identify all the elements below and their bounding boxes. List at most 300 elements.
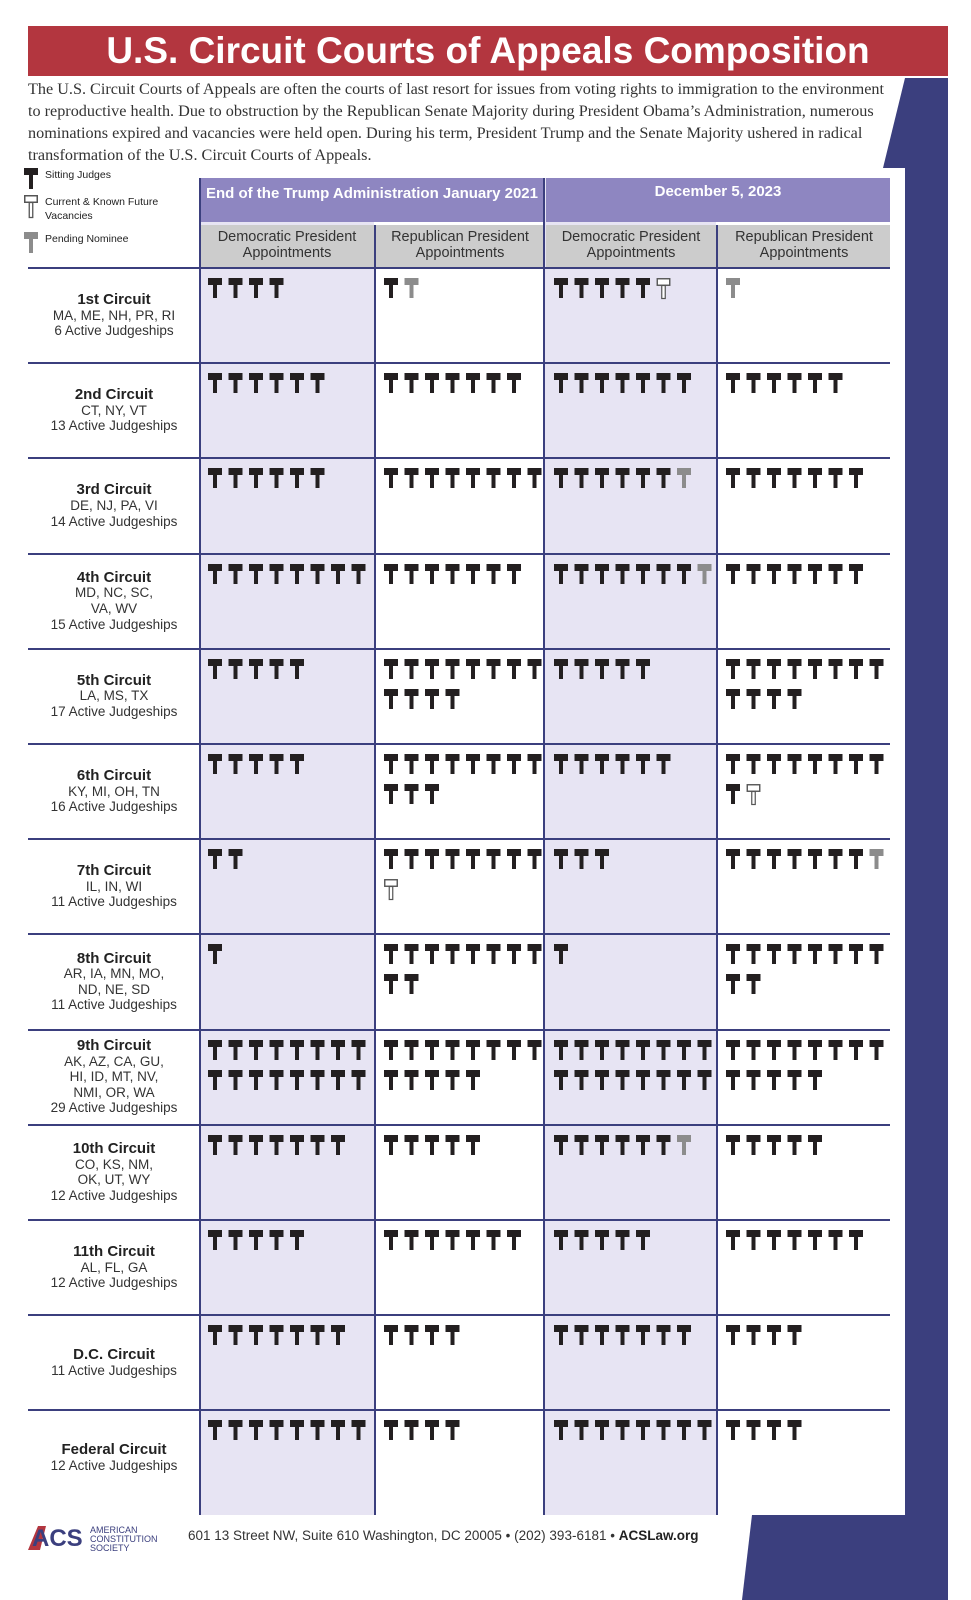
gavel-sitting-icon [575,468,589,488]
gavel-sitting-icon [270,1135,284,1155]
gavel-sitting-icon [808,1040,822,1060]
gavel-sitting-icon [384,784,398,804]
gavel-sitting-icon [311,1070,325,1090]
gavel-pending-icon [870,849,884,869]
gavel-sitting-icon [446,468,460,488]
gavel-sitting-icon [425,1135,439,1155]
gavel-sitting-icon [270,1230,284,1250]
gavel-sitting-icon [554,849,568,869]
gavel-sitting-icon [870,1040,884,1060]
gavel-sitting-icon [384,754,398,774]
gavel-sitting-icon [636,564,650,584]
gavel-sitting-icon [270,659,284,679]
gavel-sitting-icon [595,1325,609,1345]
gavel-sitting-icon [446,754,460,774]
legend-sitting-label: Sitting Judges [45,169,111,181]
gavel-sitting-icon [331,564,345,584]
row-divider [28,743,890,745]
gavel-sitting-icon [747,974,761,994]
gavel-sitting-icon [352,1420,366,1440]
gavel-sitting-icon [466,1230,480,1250]
circuit-name: 3rd Circuit [76,481,152,499]
gavel-sitting-icon [425,689,439,709]
gavel-sitting-icon [384,468,398,488]
gavel-sitting-icon [747,689,761,709]
org-name: AMERICAN CONSTITUTION SOCIETY [90,1525,158,1553]
gavel-sitting-icon [208,1230,222,1250]
circuit-name: 10th Circuit [72,1140,156,1157]
gavel-sitting-icon [528,754,542,774]
gavel-sitting-icon [657,1420,671,1440]
circuit-label [28,387,200,434]
gavel-sitting-icon [747,468,761,488]
gavel-sitting-icon [829,468,843,488]
gavel-sitting-icon [726,659,740,679]
gavel-sitting-icon [425,659,439,679]
judge-cell [548,847,714,931]
gavel-sitting-icon [808,1070,822,1090]
gavel-sitting-icon [249,754,263,774]
gavel-sitting-icon [554,1420,568,1440]
gavel-sitting-icon [595,1230,609,1250]
gavel-sitting-icon [788,373,802,393]
gavel-sitting-icon [425,784,439,804]
footer-website-link[interactable]: ACSLaw.org [618,1528,699,1543]
gavel-sitting-icon [331,1135,345,1155]
footer-address: 601 13 Street NW, Suite 610 Washington, DC 20005 • (202) 393-6181 • [188,1528,619,1543]
gavel-sitting-icon [849,944,863,964]
gavel-sitting-icon [657,1040,671,1060]
circuit-detail-line: OK, UT, WY [77,1172,151,1188]
gavel-sitting-icon [788,468,802,488]
gavel-sitting-icon [808,754,822,774]
gavel-sitting-icon [311,468,325,488]
gavel-sitting-icon [788,849,802,869]
gavel-sitting-icon [726,849,740,869]
row-divider [28,553,890,555]
gavel-sitting-icon [270,1420,284,1440]
gavel-sitting-icon [616,1420,630,1440]
gavel-sitting-icon [208,659,222,679]
gavel-sitting-icon [595,278,609,298]
gavel-sitting-icon [677,373,691,393]
gavel-sitting-icon [657,468,671,488]
judge-cell [378,1323,542,1407]
gavel-sitting-icon [446,1070,460,1090]
gavel-sitting-icon [747,1070,761,1090]
gavel-sitting-icon [487,659,501,679]
circuit-detail-line: CO, KS, NM, [74,1156,153,1172]
gavel-sitting-icon [616,278,630,298]
row-divider [28,1409,890,1411]
gavel-sitting-icon [384,373,398,393]
gavel-sitting-icon [726,974,740,994]
circuit-name: 5th Circuit [76,671,152,689]
circuit-name: 6th Circuit [76,767,152,784]
judge-cell [378,466,542,550]
divider-v4 [716,225,718,1515]
gavel-sitting-icon [528,1040,542,1060]
circuit-detail-line: VA, WV [90,600,138,616]
row-divider [28,267,890,269]
gavel-sitting-icon [208,1040,222,1060]
gavel-sitting-icon [829,1230,843,1250]
circuit-detail-line: 11 Active Judgeships [51,1362,177,1378]
judge-cell [378,1038,542,1122]
gavel-sitting-icon [229,1040,243,1060]
gavel-sitting-icon [747,564,761,584]
gavel-sitting-icon [384,564,398,584]
gavel-sitting-icon [554,1135,568,1155]
gavel-sitting-icon [487,754,501,774]
gavel-sitting-icon [229,1325,243,1345]
gavel-sitting-icon [636,1040,650,1060]
gavel-sitting-icon [229,468,243,488]
gavel-sitting-icon [595,1040,609,1060]
gavel-sitting-icon [290,1135,304,1155]
circuit-label [28,1038,200,1116]
subheader-trump-rep: Republican President Appointments [376,225,544,267]
gavel-sitting-icon [290,754,304,774]
gavel-sitting-icon [726,784,740,804]
gavel-sitting-icon [595,754,609,774]
gavel-sitting-icon [405,564,419,584]
circuit-name: 4th Circuit [76,568,152,586]
circuit-detail-line: 11 Active Judgeships [51,997,177,1013]
gavel-sitting-icon [554,1325,568,1345]
circuit-detail-line: AK, AZ, CA, GU, [64,1053,164,1069]
gavel-sitting-icon [849,1230,863,1250]
gavel-sitting-icon [425,849,439,869]
gavel-sitting-icon [554,564,568,584]
gavel-sitting-icon [808,564,822,584]
gavel-sitting-icon [636,659,650,679]
gavel-sitting-icon [208,373,222,393]
gavel-sitting-icon [595,564,609,584]
circuit-label [28,570,200,632]
judge-cell [202,371,372,455]
gavel-sitting-icon [767,564,781,584]
judge-cell [548,1228,714,1312]
gavel-sitting-icon [311,1420,325,1440]
gavel-sitting-icon [446,564,460,584]
gavel-sitting-icon [208,278,222,298]
gavel-sitting-icon [507,564,521,584]
judge-cell [548,1038,714,1122]
gavel-sitting-icon [767,1420,781,1440]
judge-cell [720,466,888,550]
gavel-sitting-icon [767,1070,781,1090]
gavel-sitting-icon [249,1325,263,1345]
gavel-sitting-icon [677,564,691,584]
gavel-sitting-icon [575,1420,589,1440]
gavel-sitting-icon [554,944,568,964]
judge-cell [378,1418,542,1502]
gavel-sitting-icon [466,564,480,584]
gavel-sitting-icon [507,659,521,679]
gavel-sitting-icon [575,1325,589,1345]
gavel-sitting-icon [249,1070,263,1090]
gavel-sitting-icon [808,944,822,964]
gavel-sitting-icon [290,1420,304,1440]
gavel-sitting-icon [331,1040,345,1060]
gavel-sitting-icon [352,564,366,584]
judge-cell [202,276,372,360]
gavel-sitting-icon [554,373,568,393]
gavel-sitting-icon [575,1040,589,1060]
gavel-sitting-icon [405,659,419,679]
gavel-sitting-icon [870,944,884,964]
gavel-sitting-icon [466,1135,480,1155]
gavel-sitting-icon [747,944,761,964]
gavel-sitting-icon [208,468,222,488]
gavel-sitting-icon [726,754,740,774]
gavel-sitting-icon [616,659,630,679]
gavel-sitting-icon [270,564,284,584]
judge-cell [548,657,714,741]
gavel-sitting-icon [575,278,589,298]
circuit-detail-line: 29 Active Judgeships [50,1100,178,1116]
gavel-sitting-icon [425,1325,439,1345]
circuit-detail-line: AL, FL, GA [80,1259,148,1275]
gavel-sitting-icon [446,944,460,964]
composition-table [28,178,890,1515]
gavel-sitting-icon [554,1040,568,1060]
subheader-trump-dem: Democratic President Appointments [200,225,374,267]
gavel-sitting-icon [405,849,419,869]
gavel-sitting-icon [767,944,781,964]
gavel-sitting-icon [290,1325,304,1345]
gavel-sitting-icon [849,849,863,869]
judge-cell [378,1133,542,1217]
gavel-sitting-icon [270,278,284,298]
gavel-sitting-icon [311,1040,325,1060]
gavel-sitting-icon [249,278,263,298]
gavel-sitting-icon [384,278,398,298]
gavel-sitting-icon [425,1040,439,1060]
gavel-sitting-icon [405,784,419,804]
gavel-sitting-icon [384,974,398,994]
gavel-sitting-icon [405,468,419,488]
footer-band-slant [742,1515,752,1600]
judge-cell [202,752,372,836]
gavel-sitting-icon [788,689,802,709]
judge-cell [202,1418,372,1502]
gavel-sitting-icon [849,1040,863,1060]
gavel-sitting-icon [554,1230,568,1250]
gavel-sitting-icon [726,564,740,584]
circuit-detail-line: AR, IA, MN, MO, [63,966,165,982]
gavel-sitting-icon [595,849,609,869]
row-divider [28,648,890,650]
circuit-name: 1st Circuit [77,291,151,308]
judge-cell [378,847,542,931]
gavel-sitting-icon [229,754,243,774]
gavel-sitting-icon [698,1040,712,1060]
gavel-sitting-icon [657,1135,671,1155]
gavel-sitting-icon [487,1230,501,1250]
gavel-sitting-icon [747,1420,761,1440]
gavel-sitting-icon [384,849,398,869]
gavel-sitting-icon [270,373,284,393]
gavel-sitting-icon [466,468,480,488]
gavel-sitting-icon [507,1040,521,1060]
gavel-sitting-icon [788,1230,802,1250]
gavel-sitting-icon [767,849,781,869]
gavel-sitting-icon [829,754,843,774]
gavel-sitting-icon [575,1070,589,1090]
gavel-sitting-icon [575,564,589,584]
gavel-sitting-icon [446,689,460,709]
gavel-sitting-icon [616,373,630,393]
gavel-sitting-icon [425,944,439,964]
gavel-sitting-icon [249,1230,263,1250]
gavel-sitting-icon [808,468,822,488]
gavel-sitting-icon [446,1420,460,1440]
gavel-sitting-icon [788,1070,802,1090]
gavel-sitting-icon [657,1325,671,1345]
circuit-detail-line: LA, MS, TX [79,688,149,704]
gavel-sitting-icon [290,468,304,488]
judge-cell [548,466,714,550]
gavel-sitting-icon [270,1070,284,1090]
gavel-sitting-icon [528,468,542,488]
judge-cell [202,466,372,550]
gavel-pending-icon [726,278,740,298]
judge-cell [548,276,714,360]
gavel-sitting-icon [208,849,222,869]
gavel-sitting-icon [331,1420,345,1440]
gavel-sitting-icon [384,1230,398,1250]
gavel-sitting-icon [767,1135,781,1155]
gavel-sitting-icon [487,849,501,869]
gavel-sitting-icon [466,849,480,869]
circuit-detail-line: 12 Active Judgeships [50,1187,178,1203]
subheader-dec-rep: Republican President Appointments [718,225,890,267]
gavel-sitting-icon [507,944,521,964]
circuit-detail-line: IL, IN, WI [85,878,143,894]
gavel-sitting-icon [405,1325,419,1345]
gavel-sitting-icon [726,1325,740,1345]
gavel-sitting-icon [788,1325,802,1345]
row-divider [28,1124,890,1126]
subheader-dec-dem: Democratic President Appointments [546,225,716,267]
gavel-sitting-icon [487,373,501,393]
judge-cell [378,752,542,836]
gavel-pending-icon [405,278,419,298]
gavel-sitting-icon [229,1230,243,1250]
gavel-sitting-icon [677,1070,691,1090]
gavel-sitting-icon [208,1325,222,1345]
gavel-sitting-icon [487,1040,501,1060]
gavel-sitting-icon [726,373,740,393]
gavel-sitting-icon [767,1230,781,1250]
gavel-sitting-icon [767,373,781,393]
gavel-sitting-icon [425,1070,439,1090]
gavel-sitting-icon [466,373,480,393]
circuit-name: 8th Circuit [76,949,152,967]
judge-cell [548,1323,714,1407]
judge-cell [548,942,714,1026]
gavel-sitting-icon [405,1070,419,1090]
gavel-sitting-icon [829,659,843,679]
gavel-sitting-icon [208,944,222,964]
gavel-sitting-icon [311,564,325,584]
gavel-sitting-icon [595,1420,609,1440]
gavel-sitting-icon [616,1135,630,1155]
footer-contact [188,1528,698,1543]
gavel-sitting-icon [747,1230,761,1250]
gavel-sitting-icon [657,373,671,393]
judge-cell [720,562,888,646]
gavel-sitting-icon [466,754,480,774]
gavel-sitting-icon [405,1420,419,1440]
circuit-name: Federal Circuit [61,1441,167,1459]
gavel-sitting-icon [507,468,521,488]
gavel-sitting-icon [425,564,439,584]
circuit-label [28,1141,200,1203]
circuit-detail-line: 13 Active Judgeships [50,418,178,434]
gavel-sitting-icon [405,1135,419,1155]
gavel-sitting-icon [747,754,761,774]
gavel-sitting-icon [870,659,884,679]
gavel-sitting-icon [747,849,761,869]
gavel-sitting-icon [829,944,843,964]
judge-cell [720,276,888,360]
judge-cell [378,942,542,1026]
judge-cell [378,371,542,455]
acs-logo [28,1524,88,1550]
gavel-sitting-icon [405,754,419,774]
gavel-sitting-icon [767,1325,781,1345]
judge-cell [378,1228,542,1312]
gavel-sitting-icon [829,564,843,584]
gavel-sitting-icon [636,373,650,393]
gavel-sitting-icon [636,1230,650,1250]
gavel-sitting-icon [466,944,480,964]
gavel-sitting-icon [425,1230,439,1250]
gavel-sitting-icon [466,659,480,679]
gavel-sitting-icon [788,944,802,964]
judge-cell [720,847,888,931]
circuit-detail-line: MA, ME, NH, PR, RI [52,307,176,323]
acs-logo-text: ACS [32,1525,83,1550]
gavel-pending-icon [677,1135,691,1155]
gavel-sitting-icon [425,754,439,774]
gavel-sitting-icon [208,754,222,774]
gavel-sitting-icon [636,1070,650,1090]
gavel-sitting-icon [270,1040,284,1060]
gavel-sitting-icon [698,1070,712,1090]
gavel-sitting-icon [726,1420,740,1440]
judge-cell [202,562,372,646]
judge-cell [378,657,542,741]
gavel-sitting-icon [405,1040,419,1060]
gavel-sitting-icon [446,659,460,679]
divider-v2 [374,225,376,1515]
gavel-sitting-icon [808,849,822,869]
circuit-name: 11th Circuit [73,1243,155,1260]
gavel-sitting-icon [636,1135,650,1155]
gavel-sitting-icon [616,1230,630,1250]
gavel-sitting-icon [767,689,781,709]
gavel-sitting-icon [554,754,568,774]
circuit-detail-line: DE, NJ, PA, VI [70,497,158,513]
legend-pending-label: Pending Nominee [45,233,129,245]
gavel-vacancy-icon [385,880,398,900]
gavel-sitting-icon [229,373,243,393]
gavel-sitting-icon [595,1070,609,1090]
